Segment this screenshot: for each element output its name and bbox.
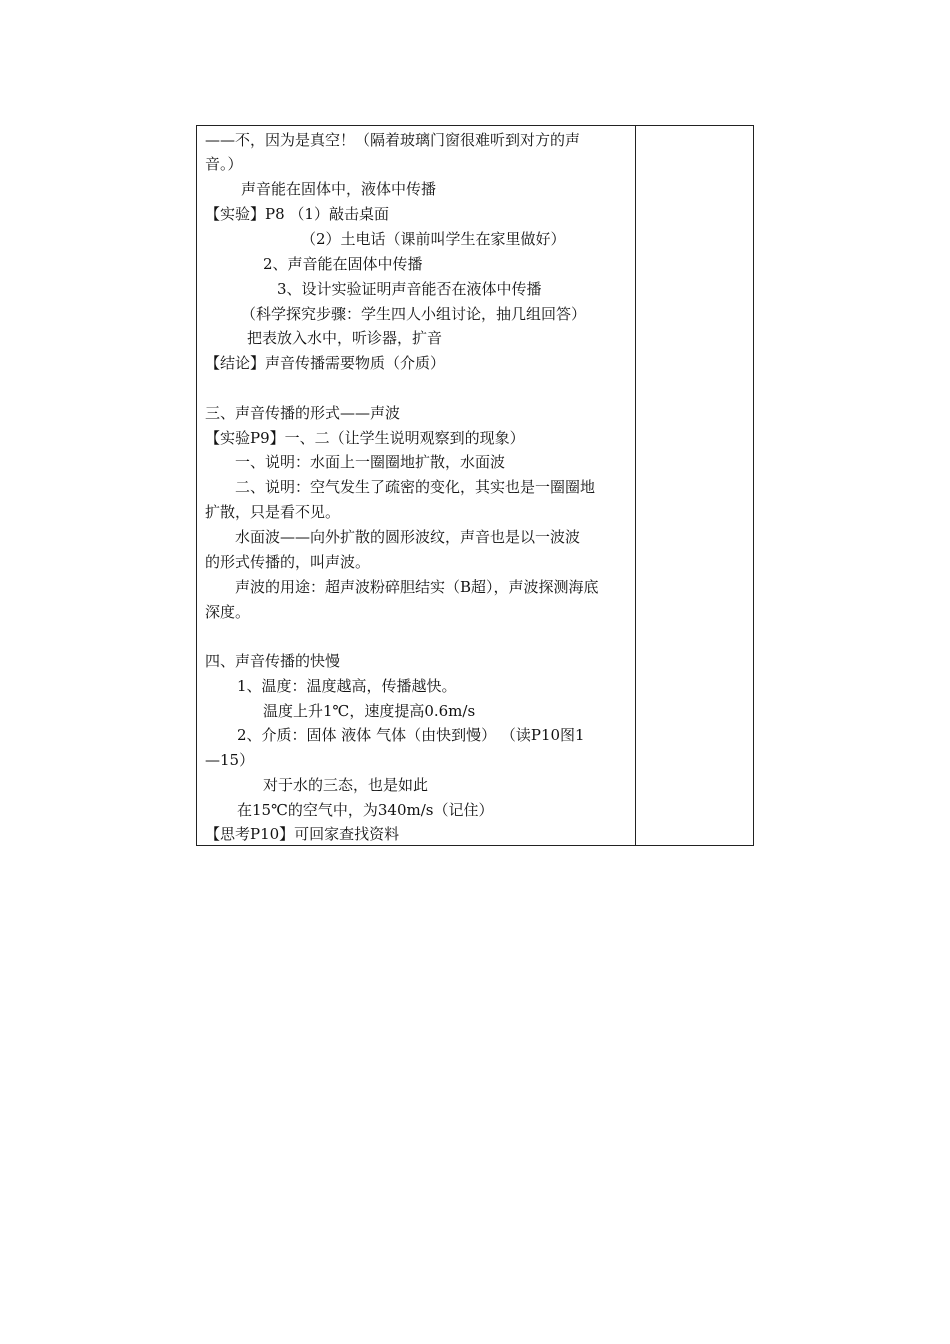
text-line: 2、声音能在固体中传播 (263, 255, 423, 273)
text-line: 1、温度：温度越高，传播越快。 (237, 677, 457, 695)
text-line: 声音能在固体中，液体中传播 (241, 180, 437, 198)
text-line: 把表放入水中，听诊器，扩音 (247, 329, 443, 347)
text-line: 温度上升1℃，速度提高0.6m/s (263, 702, 476, 720)
text-line: 二、说明：空气发生了疏密的变化，其实也是一圈圈地 (235, 478, 596, 496)
text-line: 对于水的三态，也是如此 (263, 776, 429, 794)
notes-cell (636, 126, 753, 845)
text-line: —15） (205, 751, 255, 769)
text-line: 音。） (205, 155, 243, 173)
text-line: 【结论】声音传播需要物质（介质） (205, 354, 446, 372)
text-line: 【实验P9】一、二（让学生说明观察到的现象） (205, 429, 525, 447)
text-line: 扩散，只是看不见。 (205, 503, 341, 521)
text-line: 3、设计实验证明声音能否在液体中传播 (277, 280, 542, 298)
lesson-table (196, 125, 754, 846)
text-line: （科学探究步骤：学生四人小组讨论，抽几组回答） (241, 305, 587, 323)
text-line: 的形式传播的，叫声波。 (205, 553, 371, 571)
text-line: （2）土电话（课前叫学生在家里做好） (301, 230, 566, 248)
text-line: 2、介质：固体 液体 气体（由快到慢） （读P10图1 (237, 726, 585, 744)
text-line: 【思考P10】可回家查找资料 (205, 825, 400, 843)
text-line: 声波的用途：超声波粉碎胆结实（B超），声波探测海底 (235, 578, 599, 596)
text-line: 【实验】P8 （1）敲击桌面 (205, 205, 389, 223)
text-line: 水面波——向外扩散的圆形波纹，声音也是以一波波 (235, 528, 581, 546)
lesson-content-cell (197, 126, 635, 845)
text-line: 一、说明：水面上一圈圈地扩散，水面波 (235, 453, 506, 471)
text-line: 深度。 (205, 603, 251, 621)
section-heading: 三、声音传播的形式——声波 (205, 404, 401, 422)
text-line: ——不，因为是真空！（隔着玻璃门窗很难听到对方的声 (205, 131, 581, 149)
text-line: 在15℃的空气中，为340m/s（记住） (237, 801, 494, 819)
section-heading: 四、声音传播的快慢 (205, 652, 341, 670)
